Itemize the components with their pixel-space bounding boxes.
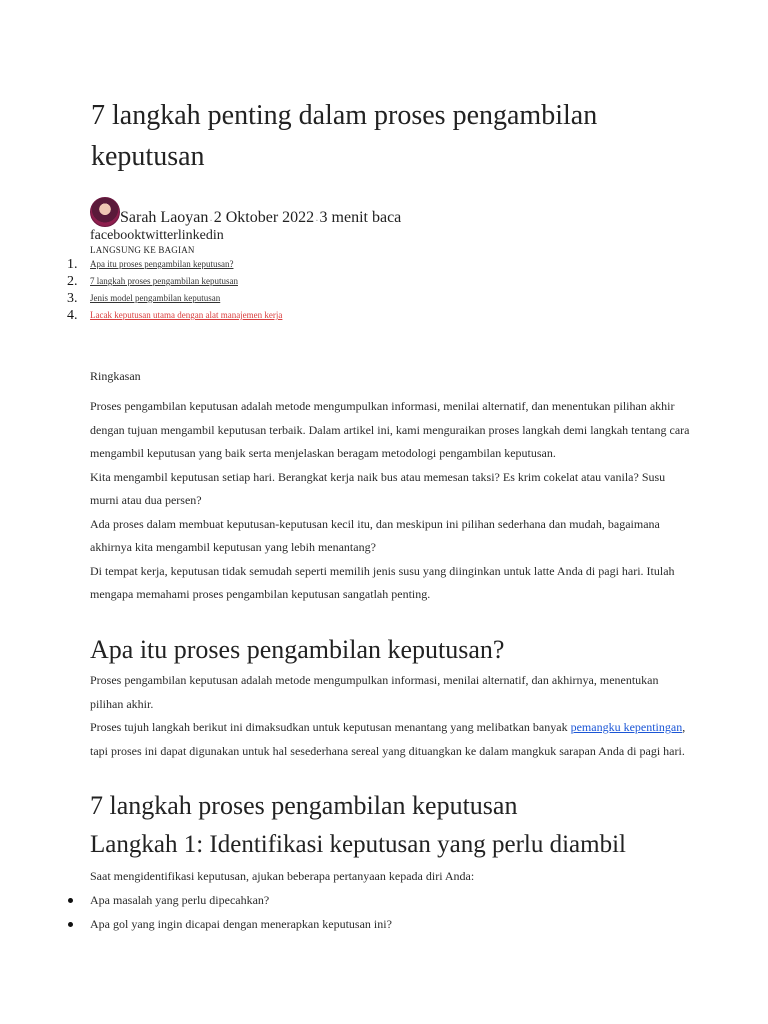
list-item-text: Apa gol yang ingin dicapai dengan menerapkan keputusan ini? xyxy=(90,917,392,931)
section-heading-what-is: Apa itu proses pengambilan keputusan? xyxy=(90,635,505,664)
toc-number: 4. xyxy=(67,308,78,323)
toc-number: 2. xyxy=(67,274,78,289)
body-text: , tapi proses ini dapat digunakan untuk hal sesederhana sereal yang dituangkan ke dalam mangkuk sarapan Anda di pagi hari. xyxy=(90,720,686,758)
summary-body xyxy=(90,395,690,607)
summary-label: Ringkasan xyxy=(90,369,141,383)
list-item-text: Apa masalah yang perlu dipecahkan? xyxy=(90,893,270,907)
bullet-icon xyxy=(68,898,73,903)
body-text: Proses tujuh langkah berikut ini dimaksudkan untuk keputusan menantang yang melibatkan banyak xyxy=(90,720,571,734)
summary-paragraph: Proses pengambilan keputusan adalah metode mengumpulkan informasi, menilai alternatif, dan menentukan pilihan akhir dengan tujuan mengambil keputusan terbaik. Dalam artikel ini, kami menguraikan proses langkah demi langkah tentang cara mengambil keputusan yang baik serta menjelaskan beragam metodologi pengambilan keputusan. xyxy=(90,399,690,460)
toc-link-track-decisions[interactable]: Lacak keputusan utama dengan alat manajemen kerja xyxy=(90,310,283,320)
stakeholder-link[interactable]: pemangku kepentingan xyxy=(570,720,683,734)
step-1-heading: Langkah 1: Identifikasi keputusan yang perlu diambil xyxy=(90,831,626,858)
toc-number: 1. xyxy=(67,257,78,272)
publish-date: 2 Oktober 2022 xyxy=(213,209,315,226)
step-1-intro xyxy=(90,865,690,889)
toc-heading: LANGSUNG KE BAGIAN xyxy=(90,245,195,255)
body-paragraph: Saat mengidentifikasi keputusan, ajukan beberapa pertanyaan kepada diri Anda: xyxy=(90,869,475,883)
section-what-is-body xyxy=(90,669,690,763)
byline-separator: · xyxy=(315,216,319,227)
byline-separator: · xyxy=(209,216,213,227)
author-byline xyxy=(90,193,401,227)
body-paragraph xyxy=(90,716,690,763)
social-share-links[interactable]: facebooktwitterlinkedin xyxy=(90,228,224,243)
body-paragraph: Proses pengambilan keputusan adalah metode mengumpulkan informasi, menilai alternatif, dan akhirnya, menentukan pilihan akhir. xyxy=(90,673,659,711)
toc-link-7-steps[interactable]: 7 langkah proses pengambilan keputusan xyxy=(90,276,238,286)
author-avatar-icon[interactable] xyxy=(90,197,120,227)
summary-paragraph: Ada proses dalam membuat keputusan-keputusan kecil itu, dan meskipun ini pilihan sederhana dan mudah, bagaimana akhirnya kita mengambil keputusan yang lebih menantang? xyxy=(90,516,660,554)
author-name[interactable]: Sarah Laoyan xyxy=(120,209,209,226)
toc-number: 3. xyxy=(67,291,78,306)
article-title: 7 langkah penting dalam proses pengambilan keputusan xyxy=(91,100,598,172)
summary-paragraph: Di tempat kerja, keputusan tidak semudah seperti memilih jenis susu yang diinginkan untuk latte Anda di pagi hari. Itulah mengapa memahami proses pengambilan keputusan sangatlah penting. xyxy=(90,563,675,601)
section-heading-7-steps: 7 langkah proses pengambilan keputusan xyxy=(90,791,518,820)
toc-link-models[interactable]: Jenis model pengambilan keputusan xyxy=(90,293,221,303)
toc-link-what-is[interactable]: Apa itu proses pengambilan keputusan? xyxy=(90,259,234,269)
read-time: 3 menit baca xyxy=(319,209,402,226)
bullet-icon xyxy=(68,922,73,927)
summary-paragraph: Kita mengambil keputusan setiap hari. Berangkat kerja naik bus atau memesan taksi? Es krim cokelat atau vanila? Susu murni atau dua persen? xyxy=(90,469,666,507)
